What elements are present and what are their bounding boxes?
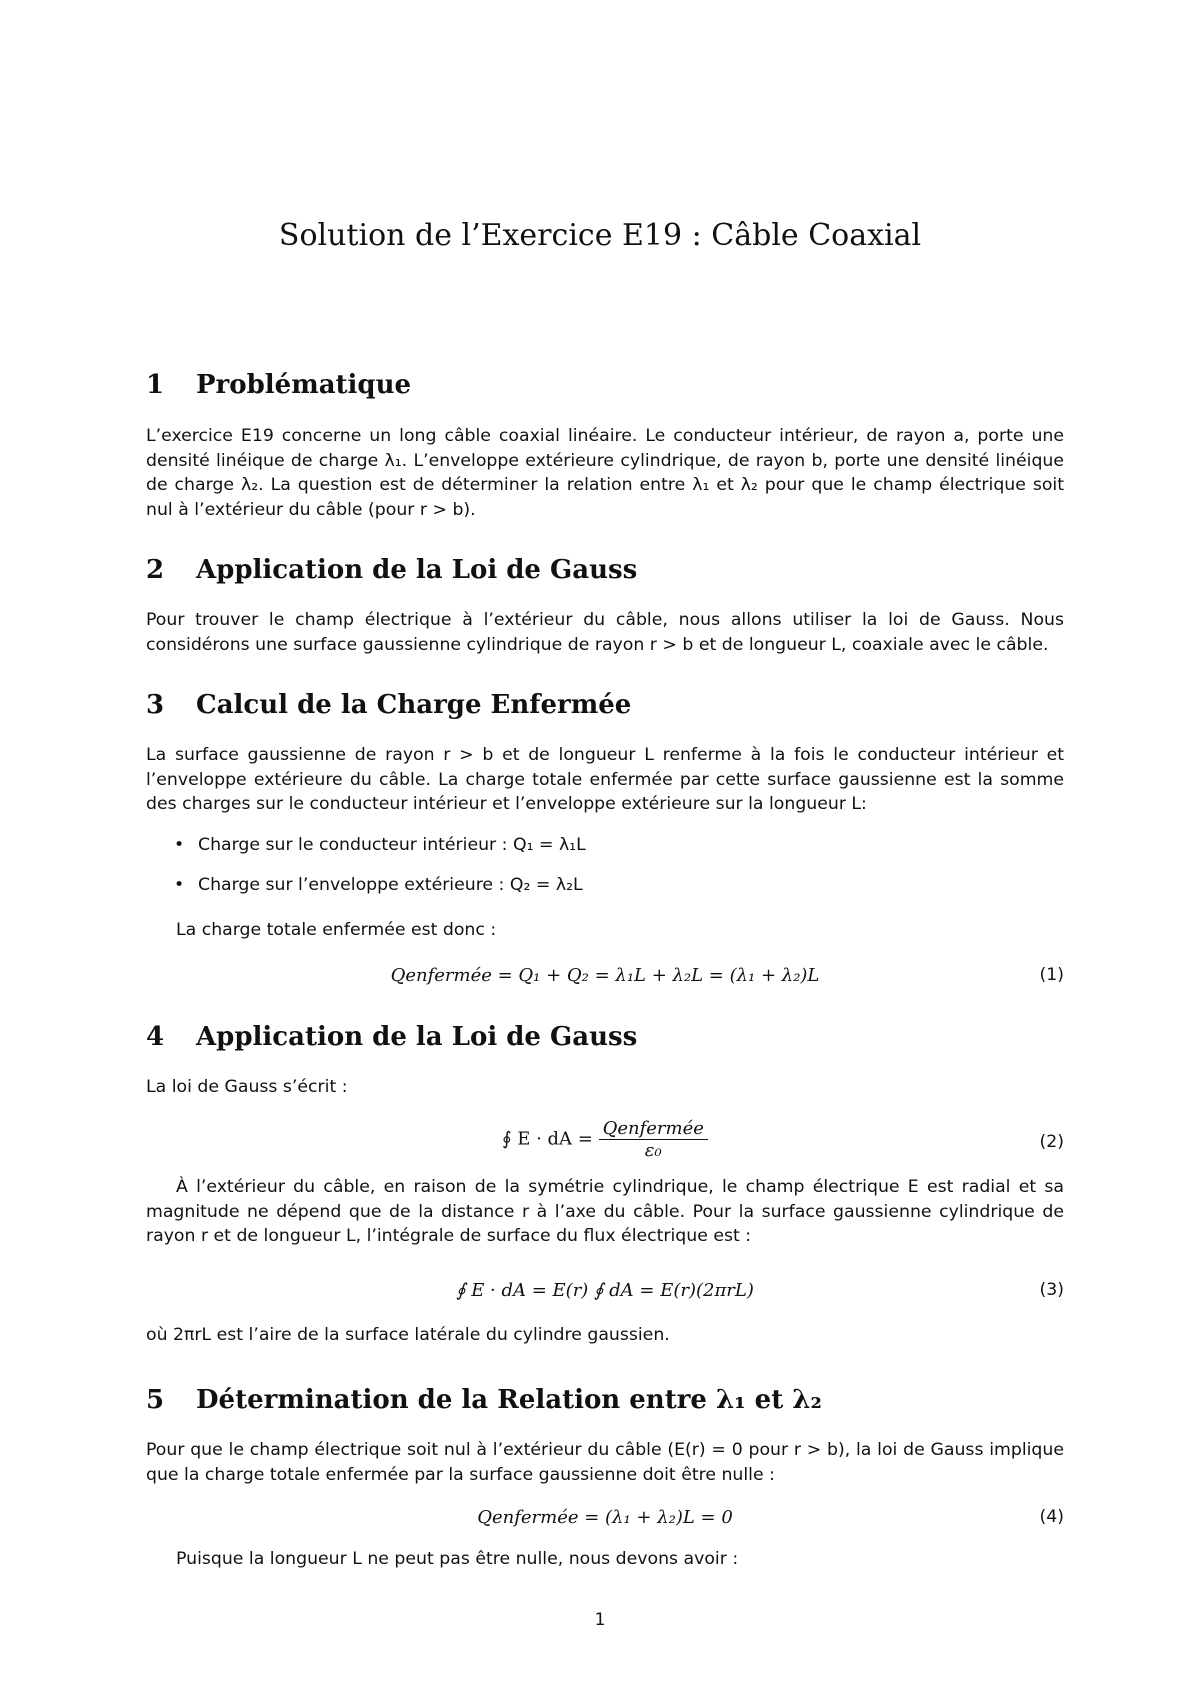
paragraph-total-charge: La charge totale enfermée est donc : — [176, 920, 497, 940]
equation-number: (3) — [1039, 1280, 1064, 1300]
section-heading-5 — [146, 1385, 1056, 1415]
section-heading-4 — [146, 1022, 1056, 1052]
paragraph-charge: La surface gaussienne de rayon r > b et de longueur L renferme à la fois le conducteur intérieur et l’enveloppe extérieure du câble. La charge totale enfermée par cette surface gaussienne est la somme des charges sur le conducteur intérieur et l’enveloppe extérieure sur la longueur L: — [146, 745, 1064, 814]
equation-number: (2) — [1039, 1132, 1064, 1152]
bullet-icon: • — [174, 875, 185, 895]
paragraph-problem: L’exercice E19 concerne un long câble coaxial linéaire. Le conducteur intérieur, de rayon a, porte une densité linéique de charge λ₁. L’enveloppe extérieure cylindrique, de rayon b, porte une densité linéique de charge λ₂. La question est de déterminer la relation entre λ₁ et λ₂ pour que le champ électrique soit nul à l’extérieur du câble (pour r > b). — [146, 426, 1064, 520]
section-number: 2 — [146, 555, 165, 585]
bullet-icon: • — [174, 835, 185, 855]
paragraph-conclusion: Puisque la longueur L ne peut pas être nulle, nous devons avoir : — [176, 1549, 739, 1569]
equation-number: (1) — [1039, 965, 1064, 985]
list-item-text: Charge sur le conducteur intérieur : Q₁ = λ₁L — [198, 835, 586, 855]
section-title: Calcul de la Charge Enfermée — [196, 690, 632, 720]
paragraph-lateral-area: où 2πrL est l’aire de la surface latérale du cylindre gaussien. — [146, 1325, 670, 1345]
fraction — [599, 1118, 708, 1161]
page-number: 1 — [594, 1610, 606, 1630]
section-number: 1 — [146, 370, 165, 400]
fraction-numerator: Qenfermée — [599, 1118, 708, 1140]
equation-4 — [146, 1507, 1064, 1547]
list-item — [176, 875, 583, 895]
equation-1 — [146, 965, 1064, 1005]
list-item — [176, 835, 586, 855]
equation-lhs: ∮ E · dA = — [502, 1128, 593, 1150]
paragraph-symmetry: À l’extérieur du câble, en raison de la symétrie cylindrique, le champ électrique E est radial et sa magnitude ne dépend que de la distance r à l’axe du câble. Pour la surface gaussienne cylindrique de rayon r et de longueur L, l’intégrale de surface du flux électrique est : — [146, 1177, 1064, 1246]
section-heading-2 — [146, 555, 1056, 585]
section-title: Problématique — [196, 370, 412, 400]
fraction-denominator: ε₀ — [644, 1140, 662, 1161]
paragraph-relation: Pour que le champ électrique soit nul à l’extérieur du câble (E(r) = 0 pour r > b), la loi de Gauss implique que la charge totale enfermée par la surface gaussienne doit être nulle : — [146, 1440, 1064, 1485]
section-title: Application de la Loi de Gauss — [196, 1022, 638, 1052]
equation-2 — [146, 1118, 1064, 1174]
document-title: Solution de l’Exercice E19 : Câble Coaxial — [278, 218, 922, 253]
section-title: Détermination de la Relation entre λ₁ et λ₂ — [196, 1385, 822, 1415]
section-heading-3 — [146, 690, 1056, 720]
section-number: 5 — [146, 1385, 165, 1415]
equation-body — [146, 1118, 1064, 1161]
list-item-text: Charge sur l’enveloppe extérieure : Q₂ = λ₂L — [198, 875, 583, 895]
equation-body: Qenfermée = Q₁ + Q₂ = λ₁L + λ₂L = (λ₁ + λ₂)L — [390, 965, 820, 986]
paragraph-gauss-intro: Pour trouver le champ électrique à l’extérieur du câble, nous allons utiliser la loi de Gauss. Nous considérons une surface gaussienne cylindrique de rayon r > b et de longueur L, coaxiale avec le câble. — [146, 610, 1064, 655]
section-number: 3 — [146, 690, 165, 720]
equation-3 — [146, 1280, 1064, 1320]
section-number: 4 — [146, 1022, 165, 1052]
equation-number: (4) — [1039, 1507, 1064, 1527]
section-heading-1 — [146, 370, 1056, 400]
equation-body: Qenfermée = (λ₁ + λ₂)L = 0 — [477, 1507, 733, 1528]
paragraph-gauss-law: La loi de Gauss s’écrit : — [146, 1077, 348, 1097]
section-title: Application de la Loi de Gauss — [196, 555, 638, 585]
equation-body: ∮ E · dA = E(r) ∮ dA = E(r)(2πrL) — [456, 1280, 754, 1301]
